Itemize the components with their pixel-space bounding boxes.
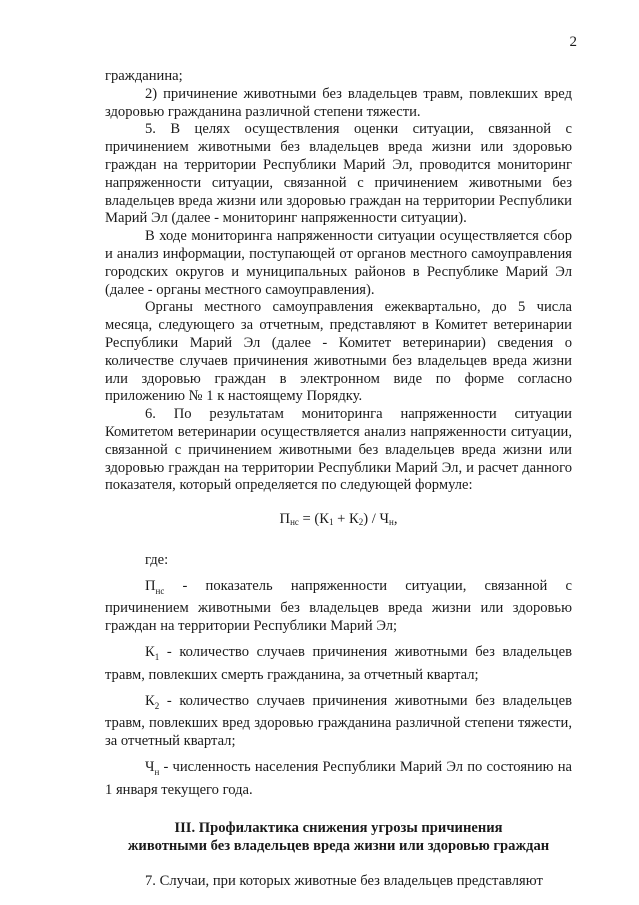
definition-pns [105,578,572,636]
paragraph-point-5: 5. В целях осуществления оценки ситуации, связанной с причинением животными без владельцев вреда жизни или здоровью граждан на территории Республики Марий Эл, проводится мониторинг напряженности ситуации, связанной с причинением животными без владельцев вреда жизни или здоровью граждан на территории Республики Марий Эл (далее - мониторинг напряженности ситуации). [105,121,572,227]
symbol-k2-sub: 2 [154,700,160,711]
formula-tail: , [393,511,398,528]
definition-chn-text: - численность населения Республики Марий Эл по состоянию на 1 января текущего года. [105,758,572,798]
formula-div: ) / Ч [363,511,389,528]
section-heading [105,819,572,855]
formula-p: П [279,511,291,528]
symbol-ch-sub: н [154,766,160,777]
definition-k1 [105,644,572,685]
symbol-p: П [145,577,156,594]
paragraph-point-7: 7. Случаи, при которых животные без владельцев представляют [145,873,543,890]
definition-chn [105,759,572,800]
formula-k2-sub: 2 [358,517,364,528]
definition-k2-text: - количество случаев причинения животными без владельцев травм, повлекших вред здоровью гражданина различной степени тяжести, за отчетный квартал; [105,692,572,750]
definition-k1-text: - количество случаев причинения животными без владельцев травм, повлекших смерть гражданина, за отчетный квартал; [105,644,572,683]
definition-k2 [105,693,572,751]
formula-open: = (К [298,511,330,528]
where-label: где: [145,551,169,568]
symbol-p-sub: нс [155,585,165,596]
document-body [105,68,572,891]
paragraph-quarterly-report: Органы местного самоуправления ежеквартально, до 5 числа месяца, следующего за отчетным, представляют в Комитет ветеринарии Республики Марий Эл (далее - Комитет ветеринарии) сведения о количестве случаев причинения животными без владельцев вреда жизни или здоровью граждан в электронном виде по форме согласно приложению № 1 к настоящему Порядку. [105,299,572,405]
formula-k1-sub: 1 [329,517,334,528]
section-heading-line-2: животными без владельцев вреда жизни или здоровью граждан [127,838,550,855]
section-heading-line-1: III. Профилактика снижения угрозы причинения [174,820,503,837]
symbol-k1: К [145,644,155,661]
formula [105,511,572,532]
formula-ch-sub: н [388,517,394,528]
formula-p-sub: нс [290,517,299,528]
paragraph-point-6: 6. По результатам мониторинга напряженности ситуации Комитетом ветеринарии осуществляется анализ напряженности ситуации, связанной с причинением животными без владельцев вреда жизни или здоровью граждан на территории Республики Марий Эл, и расчет данного показателя, который определяется по следующей формуле: [105,406,572,494]
symbol-k2: К [145,692,155,709]
formula-plus: + К [333,511,359,528]
paragraph-continuation: гражданина; [105,68,183,84]
paragraph-item-2: 2) причинение животными без владельцев травм, повлекших вред здоровью гражданина различной степени тяжести. [105,85,572,120]
paragraph-monitoring-collection: В ходе мониторинга напряженности ситуации осуществляется сбор и анализ информации, поступающей от органов местного самоуправления городских округов и муниципальных районов в Республике Марий Эл (далее - органы местного самоуправления). [105,228,572,298]
symbol-ch: Ч [145,758,155,775]
symbol-k1-sub: 1 [154,651,160,662]
definition-pns-text: - показатель напряженности ситуации, связанной с причинением животными без владельцев вреда жизни или здоровью граждан на территории Республики Марий Эл; [105,577,572,635]
page-number: 2 [569,34,577,50]
